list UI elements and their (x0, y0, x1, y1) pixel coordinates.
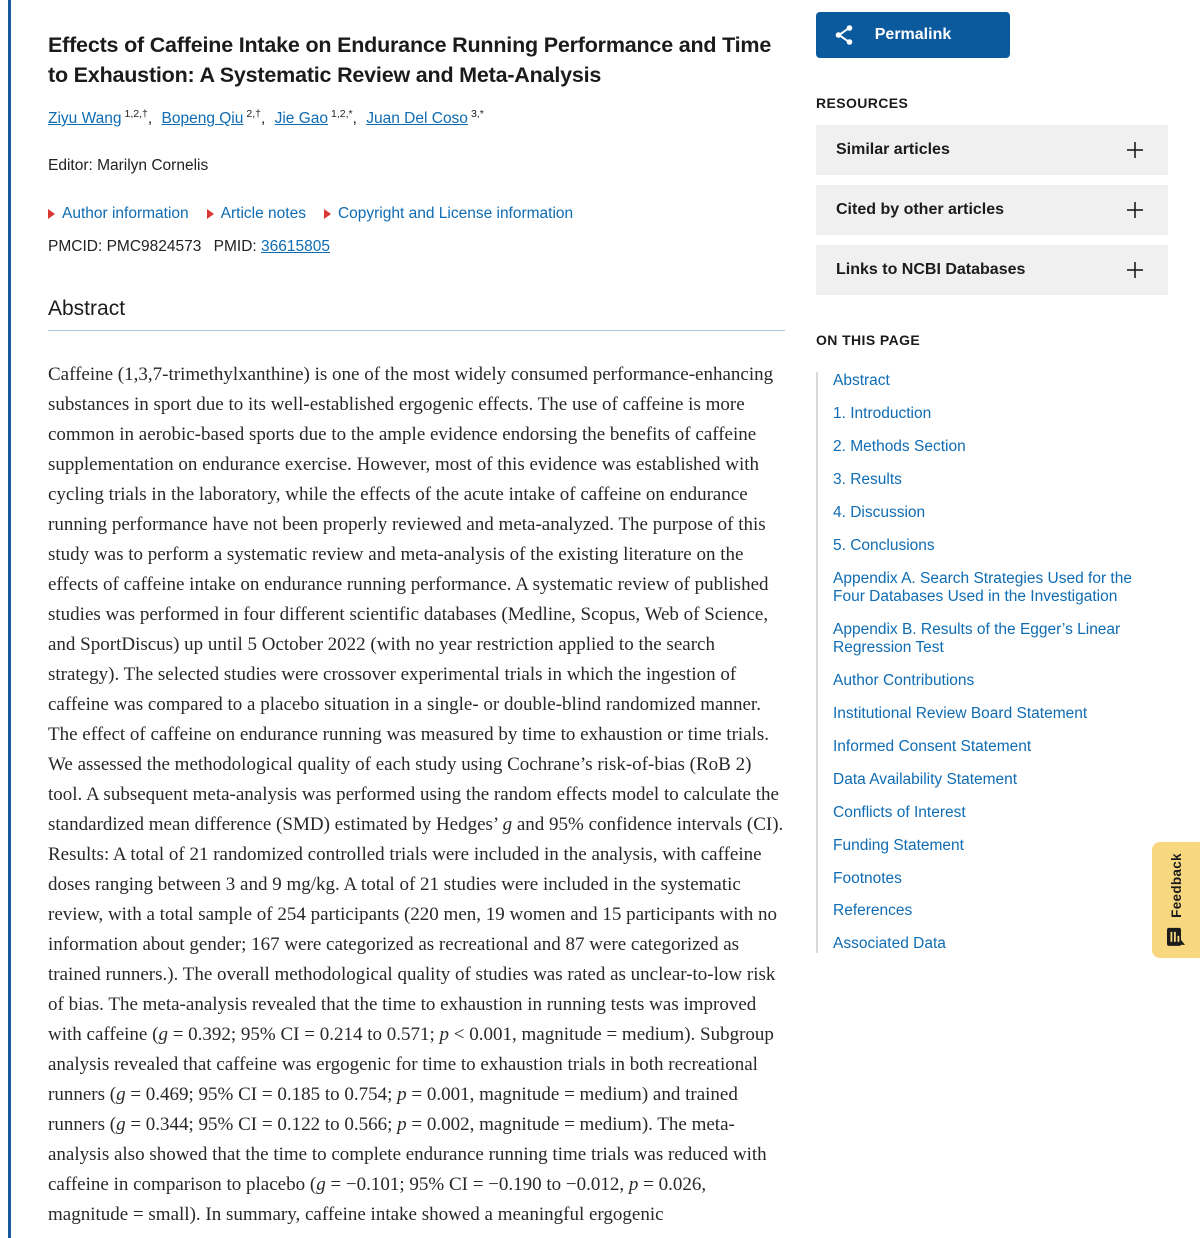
abstract-segment: p (628, 1174, 639, 1195)
feedback-tab[interactable] (1152, 842, 1200, 958)
author-link[interactable]: Jie Gao (274, 110, 329, 127)
plus-icon (1124, 139, 1146, 161)
abstract-segment: = 0.469; 95% CI = 0.185 to 0.754; (125, 1084, 398, 1105)
author-separator: , (352, 110, 357, 127)
plus-icon (1124, 199, 1146, 221)
red-triangle-icon (324, 209, 331, 219)
abstract-heading: Abstract (48, 297, 785, 331)
toc-link[interactable]: Appendix B. Results of the Egger’s Linear Regression Test (833, 620, 1121, 656)
abstract-text (48, 360, 785, 1230)
author-item (48, 107, 157, 127)
resource-accordion-label: Cited by other articles (836, 201, 1005, 218)
author-link[interactable]: Juan Del Coso (366, 110, 468, 127)
plus-icon (1124, 259, 1146, 281)
toc-link[interactable]: Footnotes (833, 869, 902, 887)
abstract-segment: = −0.101; 95% CI = −0.190 to −0.012, (325, 1174, 629, 1195)
on-this-page-nav (816, 372, 1168, 953)
toc-link[interactable]: Author Contributions (833, 671, 975, 689)
resource-accordion-label: Links to NCBI Databases (836, 261, 1026, 278)
author-link[interactable]: Ziyu Wang (48, 110, 122, 127)
toc-link[interactable]: 4. Discussion (833, 503, 926, 521)
resource-accordion[interactable] (816, 125, 1168, 175)
author-item (366, 107, 489, 127)
author-list (48, 107, 785, 128)
disclosure-link-label: Copyright and License information (337, 205, 574, 222)
resource-accordion-label: Similar articles (836, 141, 950, 158)
abstract-segment: p (397, 1114, 407, 1135)
editor-line: Editor: Marilyn Cornelis (48, 157, 209, 174)
toc-link[interactable]: 3. Results (833, 470, 902, 488)
toc-link[interactable]: Conflicts of Interest (833, 803, 966, 821)
pmcid-value: PMC9824573 (106, 238, 202, 255)
permalink-label: Permalink (874, 26, 952, 43)
author-link[interactable]: Bopeng Qiu (161, 110, 244, 127)
permalink-button[interactable] (816, 12, 1010, 58)
share-icon (833, 24, 855, 46)
article-main-column (48, 0, 785, 1230)
abstract-segment: < 0.001, magnitude = medium). Subgroup analysis revealed that caffeine was ergogenic for time to exhaustion trials in both recreational runners ( (48, 1024, 774, 1105)
resources-heading: RESOURCES (816, 95, 909, 111)
abstract-segment: Caffeine (1,3,7-trimethylxanthine) is one of the most widely consumed performance-enhancing substances in sport due to its well-established ergogenic effects. The use of caffeine is more common in aerobic-based sports due to the ample evidence endorsing the benefits of caffeine supplementation on endurance exercise. However, most of this evidence was established with cycling trials in the laboratory, while the effects of the acute intake of caffeine on endurance running performance have not been properly reviewed and meta-analyzed. The purpose of this study was to perform a systematic review and meta-analysis of the existing literature on the effects of caffeine intake on endurance running performance. A systematic review of published studies was performed in four different scientific databases (Medline, Scopus, Web of Science, and SportDiscus) up until 5 October 2022 (with no year restriction applied to the search strategy). The selected studies were crossover experimental trials in which the ingestion of caffeine was compared to a placebo situation in a single- or double-blind randomized manner. The effect of caffeine on endurance running was measured by time to exhaustion or time trials. We assessed the methodological quality of each study using Cochrane’s risk-of-bias (RoB 2) tool. A subsequent meta-analysis was performed using the random effects model to calculate the standardized mean difference (SMD) estimated by Hedges’ (48, 364, 779, 835)
toc-link[interactable]: Data Availability Statement (833, 770, 1018, 788)
red-triangle-icon (48, 209, 55, 219)
abstract-segment: = 0.344; 95% CI = 0.122 to 0.566; (125, 1114, 398, 1135)
disclosure-link[interactable] (48, 205, 189, 223)
disclosure-link[interactable] (207, 205, 306, 223)
abstract-segment: = 0.026, magnitude = small). In summary, caffeine intake showed a meaningful ergogenic (48, 1174, 707, 1225)
abstract-segment: p (397, 1084, 407, 1105)
red-triangle-icon (207, 209, 214, 219)
article-info-links (48, 205, 785, 223)
abstract-segment: g (502, 814, 513, 835)
pmid-group (214, 238, 330, 255)
resource-accordion[interactable] (816, 245, 1168, 295)
author-affiliation-superscript: 1,2,† (124, 107, 148, 120)
abstract-segment: and 95% confidence intervals (CI). Results: A total of 21 randomized controlled trials were included in the analysis, with caffeine doses ranging between 3 and 9 mg/kg. A total of 21 studies were included in the systematic review, with a total sample of 254 participants (220 men, 19 women and 15 participants with no information about gender; 167 were categorized as recreational and 87 were categorized as trained runners.). The overall methodological quality of studies was rated as unclear-to-low risk of bias. The meta-analysis revealed that the time to exhaustion in running tests was improved with caffeine ( (48, 814, 784, 1045)
author-separator: , (260, 110, 266, 127)
toc-link[interactable]: 5. Conclusions (833, 536, 935, 554)
feedback-tab-inner (1166, 853, 1186, 947)
sidebar (816, 0, 1168, 1230)
feedback-icon (1166, 927, 1186, 947)
article-ids-line (48, 238, 785, 256)
toc-link[interactable]: Abstract (833, 372, 890, 389)
resources-list (816, 125, 1168, 295)
author-item (274, 107, 362, 127)
abstract-segment: p (439, 1024, 450, 1045)
disclosure-link[interactable] (324, 205, 573, 223)
resource-accordion[interactable] (816, 185, 1168, 235)
toc-link[interactable]: Associated Data (833, 935, 946, 953)
abstract-segment: = 0.002, magnitude = medium). The meta-analysis also showed that the time to complete endurance running time trials was reduced with caffeine in comparison to placebo ( (48, 1114, 767, 1195)
author-affiliation-superscript: 3,* (470, 107, 484, 120)
author-item (161, 107, 271, 127)
abstract-segment: = 0.001, magnitude = medium) and trained runners ( (48, 1084, 738, 1135)
abstract-segment: g (116, 1084, 126, 1105)
feedback-label: Feedback (1168, 853, 1184, 918)
page-left-accent-bar (8, 0, 11, 1238)
toc-link[interactable]: 1. Introduction (833, 404, 932, 422)
article-title: Effects of Caffeine Intake on Endurance Running Performance and Time to Exhaustion: A Systematic Review and Meta-Analysis (48, 33, 772, 87)
toc-link[interactable]: Informed Consent Statement (833, 737, 1032, 755)
author-affiliation-superscript: 2,† (246, 107, 261, 120)
disclosure-link-label: Author information (62, 205, 189, 222)
on-this-page-heading: ON THIS PAGE (816, 332, 921, 348)
pmid-label: PMID: (213, 238, 257, 255)
toc-link[interactable]: Institutional Review Board Statement (833, 704, 1088, 722)
author-separator: , (147, 110, 153, 127)
abstract-segment: = 0.392; 95% CI = 0.214 to 0.571; (167, 1024, 440, 1045)
author-affiliation-superscript: 1,2,* (331, 107, 353, 120)
toc-link[interactable]: 2. Methods Section (833, 437, 966, 455)
toc-link[interactable]: Appendix A. Search Strategies Used for the Four Databases Used in the Investigation (833, 569, 1132, 605)
abstract-segment: g (158, 1024, 168, 1045)
pmcid-label: PMCID: (48, 238, 103, 255)
toc-link[interactable]: References (833, 902, 913, 920)
abstract-segment: g (316, 1174, 326, 1195)
pmid-link[interactable]: 36615805 (261, 238, 331, 255)
toc-link[interactable]: Funding Statement (833, 836, 964, 854)
abstract-segment: g (116, 1114, 126, 1135)
disclosure-link-label: Article notes (220, 205, 306, 222)
